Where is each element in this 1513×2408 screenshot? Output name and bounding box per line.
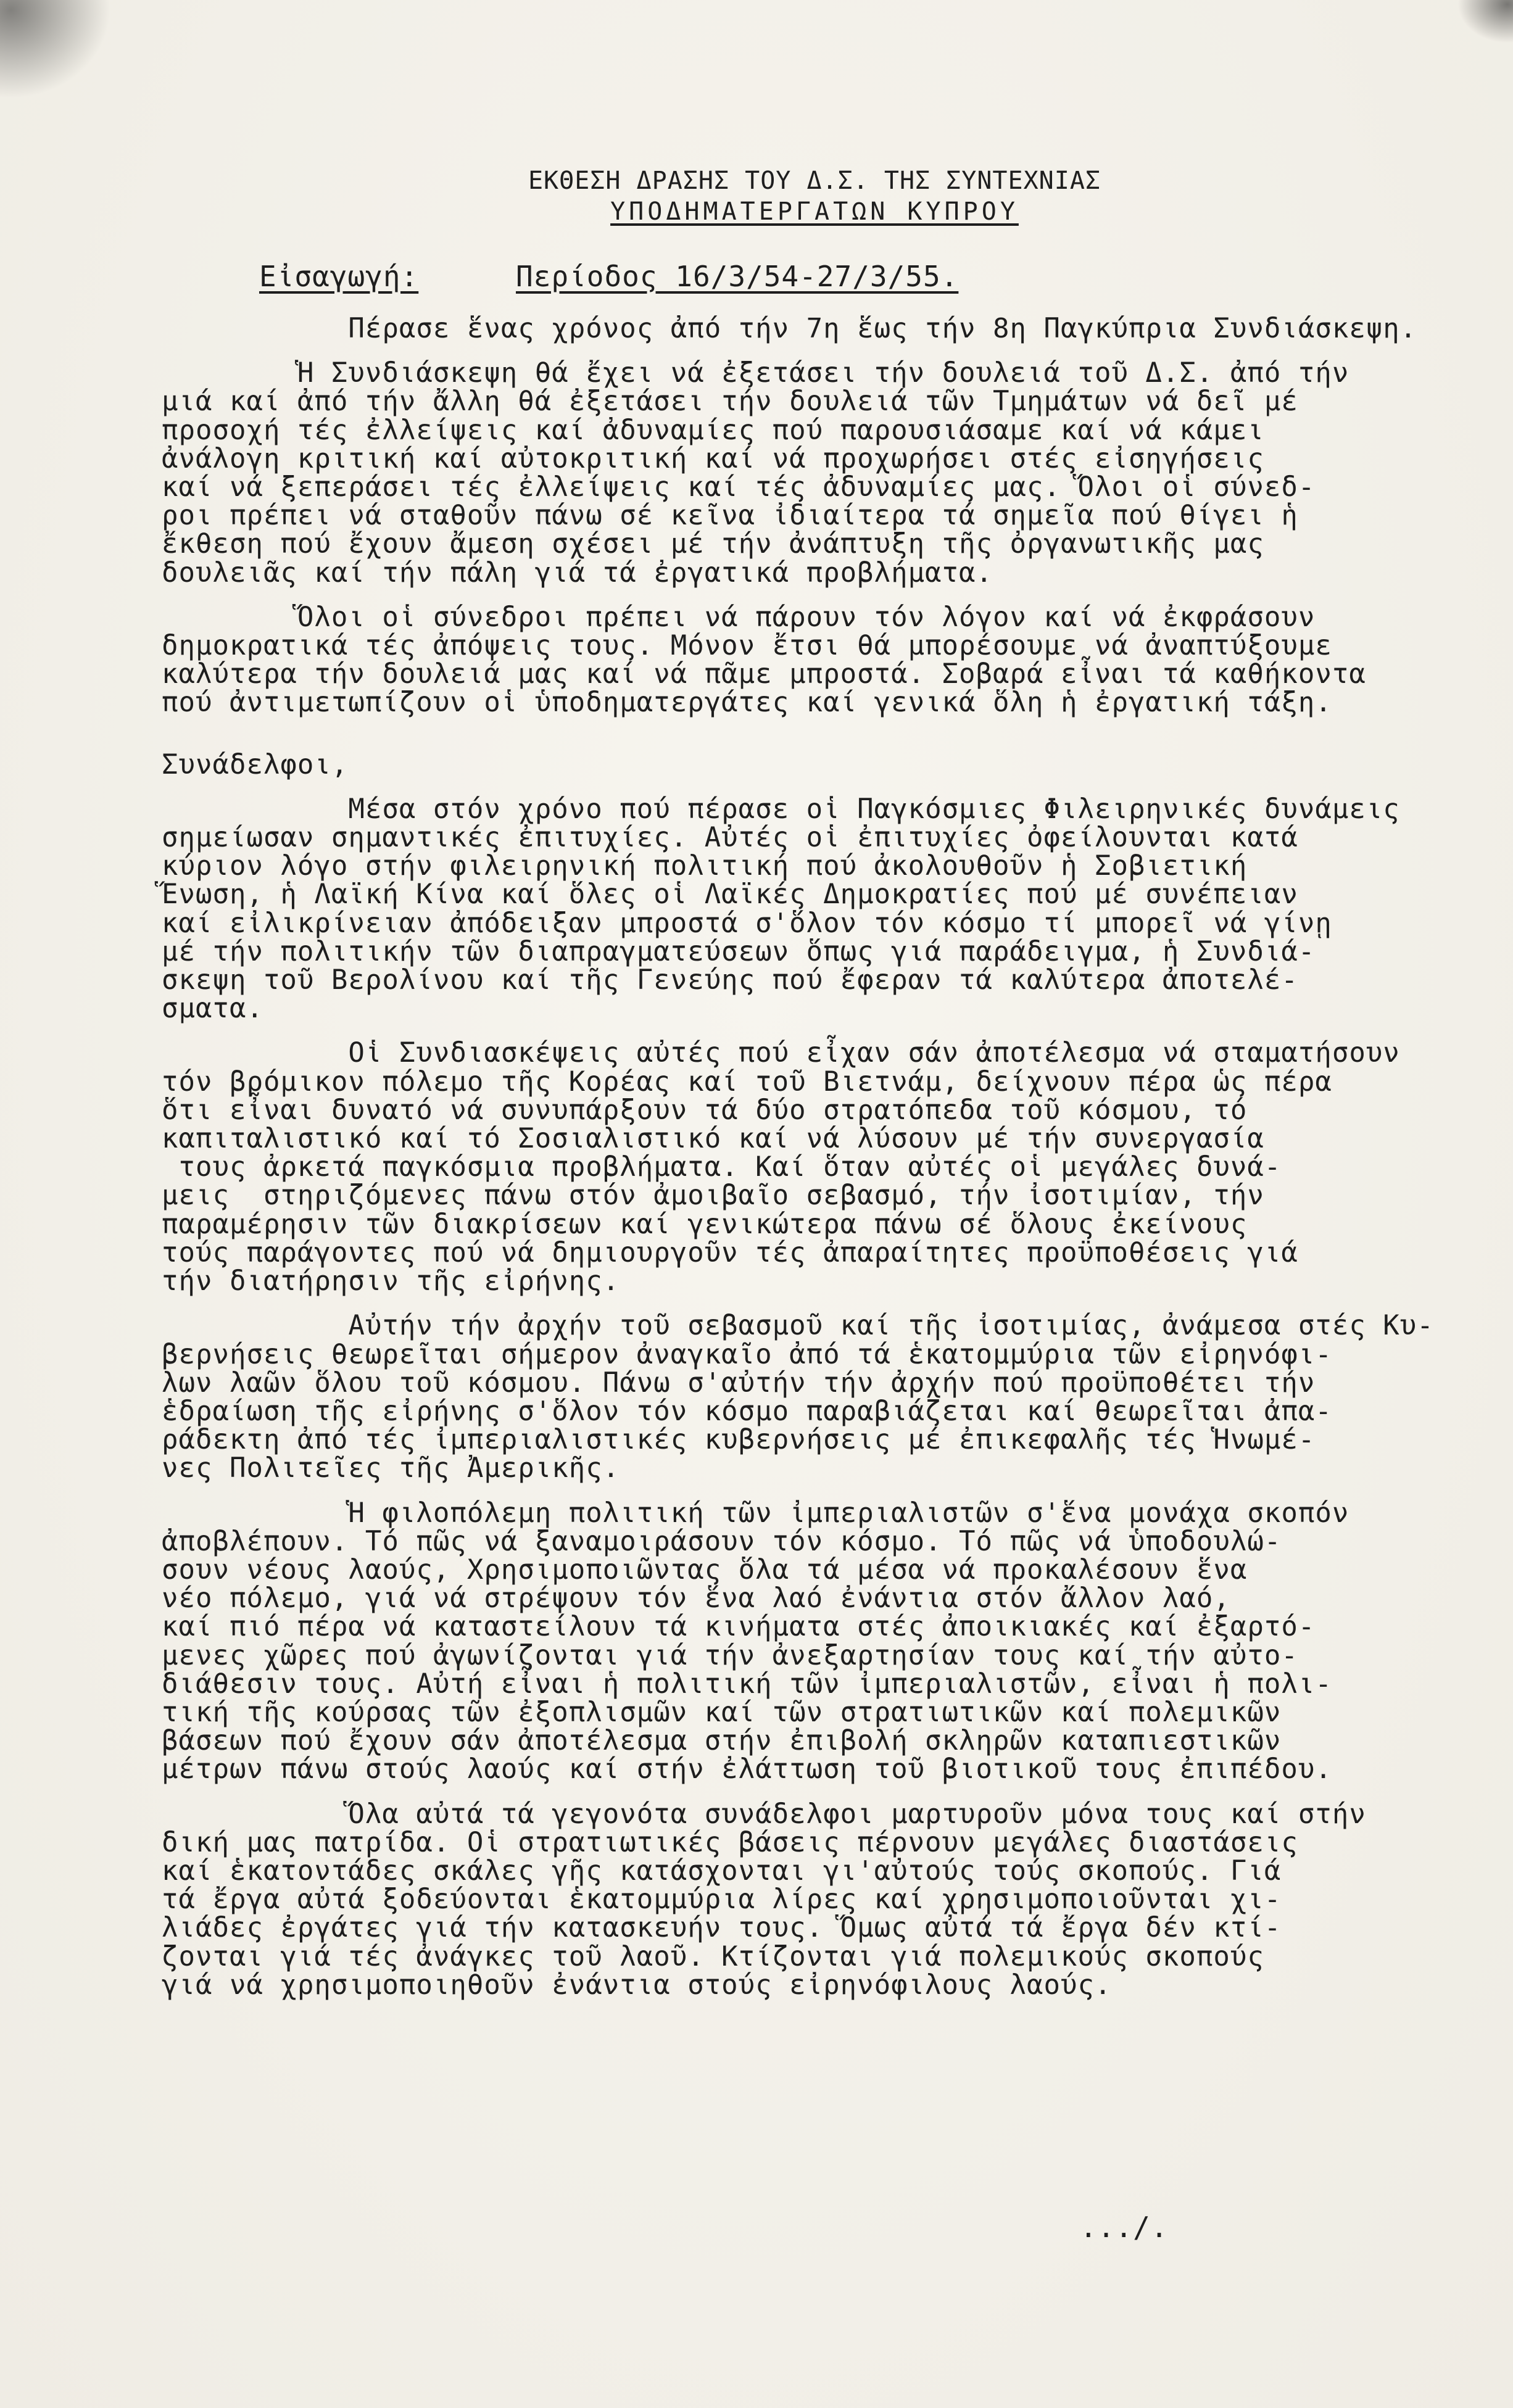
report-title: ΕΚΘΕΣΗ ΔΡΑΣΗΣ ΤΟΥ Δ.Σ. ΤΗΣ ΣΥΝΤΕΧΝΙΑΣ — [528, 167, 1101, 195]
paragraph: Αὐτήν τήν ἀρχήν τοῦ σεβασμοῦ καί τῆς ἰσοτιμίας, ἀνάμεσα στές Κυ- βερνήσεις θεωρεῖται σήμερον ἀναγκαῖο ἀπό τά ἑκατομμύρια τῶν εἰρηνόφι- λων λαῶν ὅλου τοῦ κόσμου. Πάνω σ'αὐτήν τήν ἀρχήν πού προϋποθέτει τήν ἑδραίωση τῆς εἰρήνης σ'ὅλον τόν κόσμο παραβιάζεται καί θεωρεῖται ἀπα- ράδεκτη ἀπό τές ἰμπεριαλιστικές κυβερνήσεις μέ ἐπικεφαλῆς τές Ἡνωμέ- νες Πολιτεῖες τῆς Ἀμερικῆς. — [162, 1310, 1434, 1484]
paragraph: Ἡ φιλοπόλεμη πολιτική τῶν ἰμπεριαλιστῶν σ'ἕνα μονάχα σκοπόν ἀποβλέπουν. Τό πῶς νά ξαναμοιράσουν τόν κόσμο. Τό πῶς νά ὑποδουλώ- σουν νέους λαούς, Χρησιμοποιῶντας ὅλα τά μέσα νά προκαλέσουν ἕνα νέο πόλεμο, γιά νά στρέψουν τόν ἕνα λαό ἐνάντια στόν ἄλλον λαό, καί πιό πέρα νά καταστείλουν τά κινήματα στές ἀποικιακές καί ἐξαρτό- μενες χῶρες πού ἀγωνίζονται γιά τήν ἀνεξαρτησίαν τους καί τήν αὐτο- διάθεσιν τους. Αὐτή εἶναι ἡ πολιτική τῶν ἰμπεριαλιστῶν, εἶναι ἡ πολι- τική τῆς κούρσας τῶν ἐξοπλισμῶν καί τῶν στρατιωτικῶν καί πολεμικῶν βάσεων πού ἔχουν σάν ἀποτέλεσμα στήν ἐπιβολή σκληρῶν καταπιεστικῶν μέτρων πάνω στούς λαούς καί στήν ἐλάττωση τοῦ βιοτικοῦ τους ἐπιπέδου. — [162, 1497, 1349, 1785]
paragraph: Ὅλα αὐτά τά γεγονότα συνάδελφοι μαρτυροῦν μόνα τους καί στήν δική μας πατρίδα. Οἱ στρατιωτικές βάσεις πέρνουν μεγάλες διαστάσεις καί ἑκατοντάδες σκάλες γῆς κατάσχονται γι'αὐτούς τούς σκοπούς. Γιά τά ἔργα αὐτά ξοδεύονται ἑκατομμύρια λίρες καί χρησιμοποιοῦνται χι- λιάδες ἐργάτες γιά τήν κατασκευήν τους. Ὅμως αὐτά τά ἔργα δέν κτί- ζονται γιά τές ἀνάγκες τοῦ λαοῦ. Κτίζονται γιά πολεμικούς σκοπούς γιά νά χρησιμοποιηθοῦν ἐνάντια στούς εἰρηνόφιλους λαούς. — [162, 1798, 1366, 2001]
report-body — [162, 315, 1476, 2000]
continuation-mark: .../. — [1080, 2211, 1169, 2244]
report-header — [457, 165, 1172, 227]
salutation: Συνάδελφοι, — [162, 748, 349, 780]
paragraph: Μέσα στόν χρόνο πού πέρασε οἱ Παγκόσμιες Φιλειρηνικές δυνάμεις σημείωσαν σημαντικές ἐπιτυχίες. Αὐτές οἱ ἐπιτυχίες ὀφείλουνται κατά κύριον λόγο στήν φιλειρηνική πολιτική πού ἀκολουθοῦν ἡ Σοβιετική Ἕνωση, ἡ Λαϊκή Κίνα καί ὅλες οἱ Λαϊκές Δημοκρατίες πού μέ συνέπειαν καί εἰλικρίνειαν ἀπόδειξαν μπροστά σ'ὅλον τόν κόσμο τί μπορεῖ νά γίνῃ μέ τήν πολιτικήν τῶν διαπραγματεύσεων ὅπως γιά παράδειγμα, ἡ Συνδιά- σκεψη τοῦ Βερολίνου καί τῆς Γενεύης πού ἔφεραν τά καλύτερα ἀποτελέ- σματα. — [162, 793, 1400, 1025]
union-name: ΥΠΟΔΗΜΑΤΕΡΓΑΤΩΝ ΚΥΠΡΟΥ — [610, 197, 1019, 226]
paragraph: Πέρασε ἕνας χρόνος ἀπό τήν 7η ἕως τήν 8η Παγκύπρια Συνδιάσκεψη. — [162, 313, 1417, 344]
corner-stain — [1457, 0, 1513, 43]
paragraph: Ἡ Συνδιάσκεψη θά ἔχει νά ἐξετάσει τήν δουλειά τοῦ Δ.Σ. ἀπό τήν μιά καί ἀπό τήν ἄλλη θά ἐξετάσει τήν δουλειά τῶν Τμημάτων νά δεῖ μέ προσοχή τές ἐλλείψεις καί ἀδυναμίες πού παρουσιάσαμε καί νά κάμει ἀνάλογη κριτική καί αὐτοκριτική καί νά προχωρήσει στές εἰσηγήσεις καί νά ξεπεράσει τές ἐλλείψεις καί τές ἀδυναμίες μας. Ὅλοι οἱ σύνεδ- ροι πρέπει νά σταθοῦν πάνω σέ κεῖνα ἰδιαίτερα τά σημεῖα πού θίγει ἡ ἔκθεση πού ἔχουν ἄμεση σχέσει μέ τήν ἀνάπτυξη τῆς ὀργανωτικῆς μας δουλειᾶς καί τήν πάλη γιά τά ἐργατικά προβλήματα. — [162, 357, 1349, 589]
paragraph: Ὅλοι οἱ σύνεδροι πρέπει νά πάρουν τόν λόγον καί νά ἐκφράσουν δημοκρατικά τές ἀπόψεις τους. Μόνον ἔτσι θά μπορέσουμε νά ἀναπτύξουμε καλύτερα τήν δουλειά μας καί νά πᾶμε μπροστά. Σοβαρά εἶναι τά καθήκοντα πού ἀντιμετωπίζουν οἱ ὑποδηματεργάτες καί γενικά ὅλη ἡ ἐργατική τάξη. — [162, 601, 1366, 719]
introduction-label: Εἰσαγωγή: — [259, 260, 419, 293]
report-period: Περίοδος 16/3/54-27/3/55. — [516, 260, 959, 293]
paragraph: Οἱ Συνδιασκέψεις αὐτές πού εἶχαν σάν ἀποτέλεσμα νά σταματήσουν τόν βρόμικον πόλεμο τῆς Κορέας καί τοῦ Βιετνάμ, δείχνουν πέρα ὡς πέρα ὅτι εἶναι δυνατό νά συνυπάρξουν τά δύο στρατόπεδα τοῦ κόσμου, τό καπιταλιστικό καί τό Σοσιαλιστικό καί νά λύσουν μέ τήν συνεργασία τους ἀρκετά παγκόσμια προβλήματα. Καί ὅταν αὐτές οἱ μεγάλες δυνά- μεις στηριζόμενες πάνω στόν ἀμοιβαῖο σεβασμό, τήν ἰσοτιμίαν, τήν παραμέρησιν τῶν διακρίσεων καί γενικώτερα πάνω σέ ὅλους ἐκείνους τούς παράγοντες πού νά δημιουργοῦν τές ἀπαραίτητες προϋποθέσεις γιά τήν διατήρησιν τῆς εἰρήνης. — [162, 1037, 1400, 1297]
corner-stain — [0, 0, 111, 99]
